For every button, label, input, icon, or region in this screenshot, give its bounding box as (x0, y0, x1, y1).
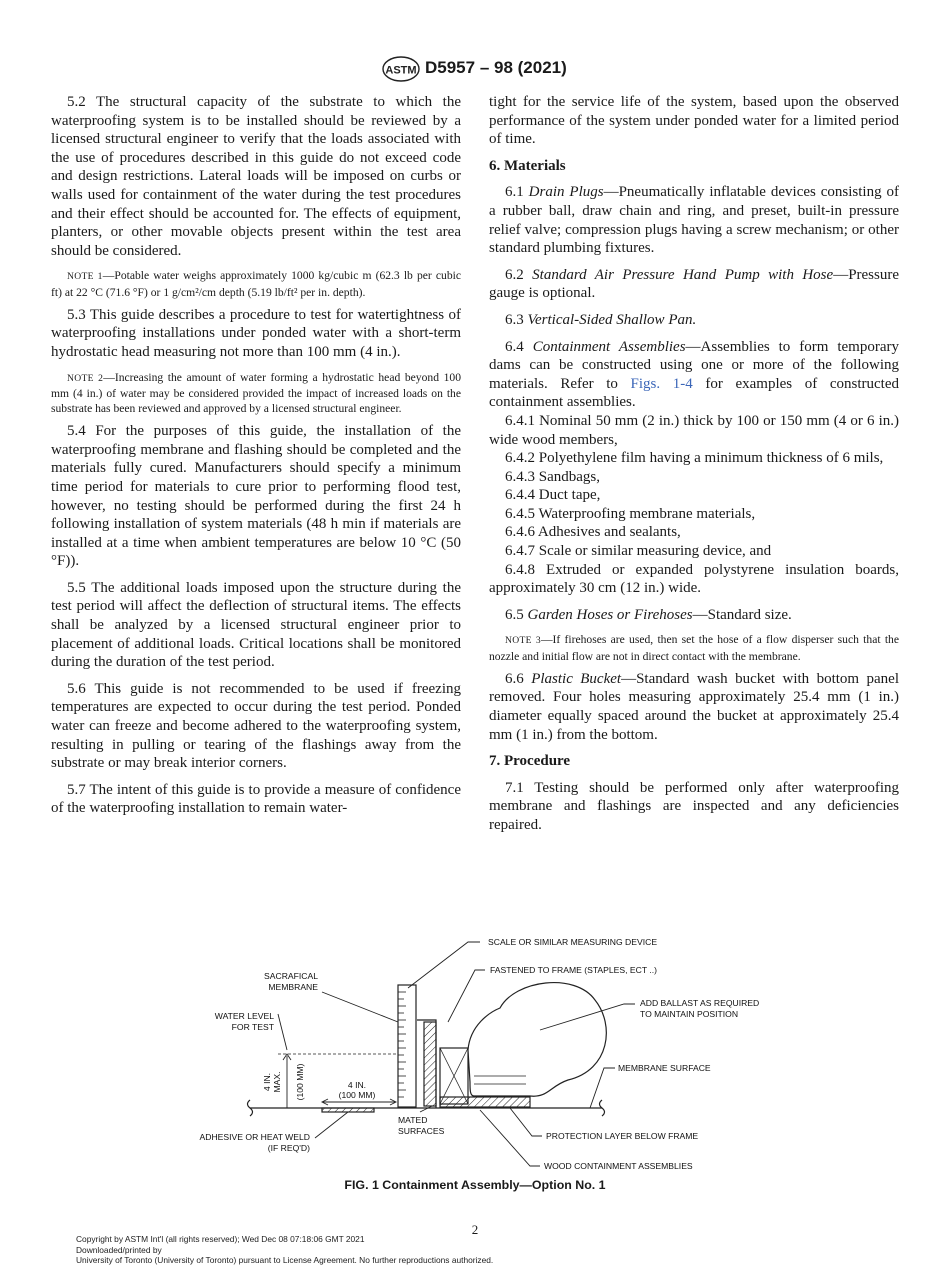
clause-term: Vertical-Sided Shallow Pan. (527, 311, 697, 328)
label-membrane-surface: MEMBRANE SURFACE (618, 1063, 711, 1073)
label-adhesive-2: (IF REQ'D) (267, 1143, 310, 1153)
label-wood: WOOD CONTAINMENT ASSEMBLIES (544, 1161, 693, 1171)
paragraph-6-4 (489, 338, 899, 412)
measuring-scale (398, 985, 416, 1107)
label-max-3: (100 MM) (295, 1063, 305, 1101)
figure-caption: FIG. 1 Containment Assembly—Option No. 1 (344, 1178, 606, 1192)
leader-membrane-surface (590, 1068, 615, 1108)
item-6-4-8: 6.4.8 Extruded or expanded polystyrene insulation boards, approximately 30 cm (12 in.) wide. (489, 561, 899, 597)
leader-adhesive (315, 1112, 348, 1138)
item-6-4-3: 6.4.3 Sandbags, (505, 468, 600, 485)
label-fastened: FASTENED TO FRAME (STAPLES, ECT ..) (490, 965, 657, 975)
note-text: —If firehoses are used, then set the hose of a flow disperser such that the nozzle and initial flow are not in direct contact with the membrane. (489, 633, 899, 663)
footer-line: University of Toronto (University of Toronto) pursuant to License Agreement. No further reproductions authorized. (76, 1255, 494, 1266)
adhesive-strip (322, 1108, 374, 1112)
paragraph-6-2 (489, 266, 899, 303)
paragraph-7-1: 7.1 Testing should be performed only after waterproofing membrane and flashings are inspected and any deficiencies repaired. (489, 779, 899, 833)
label-adhesive-1: ADHESIVE OR HEAT WELD (199, 1132, 310, 1142)
label-mated-1: MATED (398, 1115, 428, 1125)
label-width-2: (100 MM) (338, 1090, 376, 1100)
paragraph-5-2: 5.2 The structural capacity of the substrate to which the waterproofing system is to be installed should be reviewed by a licensed structural engineer to verify that the loads associated with the use of procedures described in this guide do not exceed code and design restrictions. Lateral loads will be imposed on curbs or walls used for containment of the water during the test procedures and their effect should be accounted for. The effects of equipment, planters, or other movable objects present within the test area should be considered. (51, 94, 461, 259)
leader-fastened (448, 970, 485, 1022)
label-sacrificial-1: SACRAFICAL (264, 971, 318, 981)
clause-text: —Assemblies to form temporary dams can be constructed using one or more of the following materials. Refer to (489, 338, 899, 392)
left-column (51, 93, 461, 818)
leader-wood (480, 1110, 540, 1166)
item-6-4-6: 6.4.6 Adhesives and sealants, (505, 524, 681, 541)
label-ballast-1: ADD BALLAST AS REQUIRED (640, 998, 760, 1008)
note-2 (51, 370, 461, 417)
paragraph-5-5: 5.5 The additional loads imposed upon the structure during the test period will affect the deflection of structural items. The effects shall be analyzed by a licensed structural engineer prior to placement of additional loads. Critical locations shall be monitored during the duration of the test period. (51, 579, 461, 671)
paragraph-5-6: 5.6 This guide is not recommended to be used if freezing temperatures are expected to occur during the test period. Ponded water can freeze and become adhered to the waterproofing system, resulting in pulling or tearing of the flashings away from the substrate or may break interior corners. (51, 680, 461, 772)
clause-term: Standard Air Pressure Hand Pump with Hose (532, 266, 834, 283)
item-6-4-1: 6.4.1 Nominal 50 mm (2 in.) thick by 100 or 150 mm (4 or 6 in.) wide wood members, (489, 412, 899, 448)
document-designation: D5957 – 98 (2021) (425, 58, 567, 77)
clause-term: Garden Hoses or Firehoses (527, 606, 693, 623)
note-label: NOTE 3 (505, 635, 541, 647)
svg-text:ASTM: ASTM (385, 64, 417, 77)
footer-line: Copyright by ASTM Int'l (all rights reserved); Wed Dec 08 07:18:06 GMT 2021 (76, 1234, 365, 1244)
page-header (0, 56, 950, 84)
item-6-4-4: 6.4.4 Duct tape, (505, 487, 601, 504)
leader-water (278, 1014, 287, 1050)
wood-member-vertical (424, 1022, 436, 1106)
clause-number: 6.2 (505, 266, 533, 283)
label-sacrificial-2: MEMBRANE (268, 982, 318, 992)
clause-text: —Pressure gauge is optional. (489, 266, 900, 302)
note-text: —Increasing the amount of water forming a hydrostatic head beyond 100 mm (4 in.) of water may be considered provided the impact of increased loads on the substrate has been reviewed and approved by a licensed structural engineer. (51, 370, 461, 415)
label-water-1: WATER LEVEL (214, 1011, 274, 1021)
paragraph-6-3 (489, 311, 899, 330)
leader-sacrificial (322, 992, 398, 1022)
note-1 (51, 268, 461, 299)
clause-text: —Pneumatically inflatable devices consisting of a rubber ball, draw chain and ring, and preset, built-in pressure relief valve; compression plugs having a screw mechanism; or other standard plumbing fixtures. (489, 184, 899, 257)
note-label: NOTE 2 (67, 372, 104, 384)
label-scale: SCALE OR SIMILAR MEASURING DEVICE (488, 937, 658, 947)
leader-mated (420, 1106, 432, 1112)
label-mated-2: SURFACES (398, 1126, 445, 1136)
clause-text: —Standard wash bucket with bottom panel removed. Four holes measuring approximately 25.4 mm (1 in.) diameter equally spaced around the bucket at approximately 25.4 mm (1 in.) from the bottom. (489, 670, 899, 743)
astm-logo-icon (381, 56, 421, 82)
note-label: NOTE 1 (67, 271, 103, 283)
clause-number: 6.4 (505, 338, 533, 355)
paragraph-5-4: 5.4 For the purposes of this guide, the installation of the waterproofing membrane and flashing should be completed and the materials fully cured. Manufacturers should specify a minimum time period for materials to cure prior to performing flood test, however, no testing should be performed during the first 24 h following installation of system materials (48 h min if materials are installed at a time when ambient temperatures are below 10 °C (50 °F)). (51, 423, 461, 570)
section-7-title: 7. Procedure (489, 753, 571, 770)
figure-1-diagram (170, 930, 760, 1175)
clause-text: for examples of constructed containment assemblies. (489, 375, 899, 411)
label-max-1: 4 IN. (262, 1072, 272, 1092)
clause-term: Drain Plugs (528, 184, 604, 201)
clause-number: 6.5 (505, 606, 528, 623)
label-protection: PROTECTION LAYER BELOW FRAME (546, 1131, 699, 1141)
note-text: —Potable water weighs approximately 1000 kg/cubic m (62.3 lb per cubic ft) at 22 °C (71.6 °F) or 1 g/cm²/cm depth (5.19 lb/ft² per in. depth). (51, 269, 461, 299)
page-number: 2 (471, 1222, 479, 1237)
clause-number: 6.3 (505, 311, 528, 328)
clause-number: 6.1 (505, 184, 529, 201)
paragraph-6-6 (489, 670, 899, 744)
ballast-bag (468, 983, 606, 1097)
label-max-2: MAX. (272, 1071, 282, 1093)
section-6-title: 6. Materials (489, 157, 566, 174)
clause-term: Containment Assemblies (532, 338, 686, 355)
item-6-4-7: 6.4.7 Scale or similar measuring device, and (505, 543, 772, 560)
paragraph-5-7-continued: tight for the service life of the system, based upon the observed performance of the system under ponded water for a limited period of time. (489, 94, 899, 148)
clause-term: Plastic Bucket (531, 670, 622, 687)
item-6-4-5: 6.4.5 Waterproofing membrane materials, (505, 505, 756, 522)
paragraph-6-5 (489, 606, 899, 625)
figures-link[interactable]: Figs. 1-4 (630, 375, 693, 392)
wood-member-horizontal (440, 1097, 530, 1107)
paragraph-5-3: 5.3 This guide describes a procedure to test for watertightness of waterproofing installations under ponded water with a short-term hydrostatic head measuring not more than 100 mm (4 in.). (51, 306, 461, 360)
item-6-4-2: 6.4.2 Polyethylene film having a minimum thickness of 6 mils, (505, 450, 884, 467)
paragraph-5-7: 5.7 The intent of this guide is to provide a measure of confidence of the waterproofing installation to remain water- (51, 781, 461, 817)
right-column (489, 93, 899, 835)
paragraph-6-1 (489, 183, 899, 257)
label-water-2: FOR TEST (231, 1022, 274, 1032)
copyright-footer (76, 1234, 493, 1266)
clause-number: 6.6 (505, 670, 532, 687)
note-3 (489, 632, 899, 663)
clause-text: —Standard size. (692, 606, 792, 623)
label-ballast-2: TO MAINTAIN POSITION (640, 1009, 739, 1019)
label-width-1: 4 IN. (347, 1080, 367, 1090)
leader-protection (510, 1108, 542, 1136)
footer-line: Downloaded/printed by (76, 1244, 162, 1255)
